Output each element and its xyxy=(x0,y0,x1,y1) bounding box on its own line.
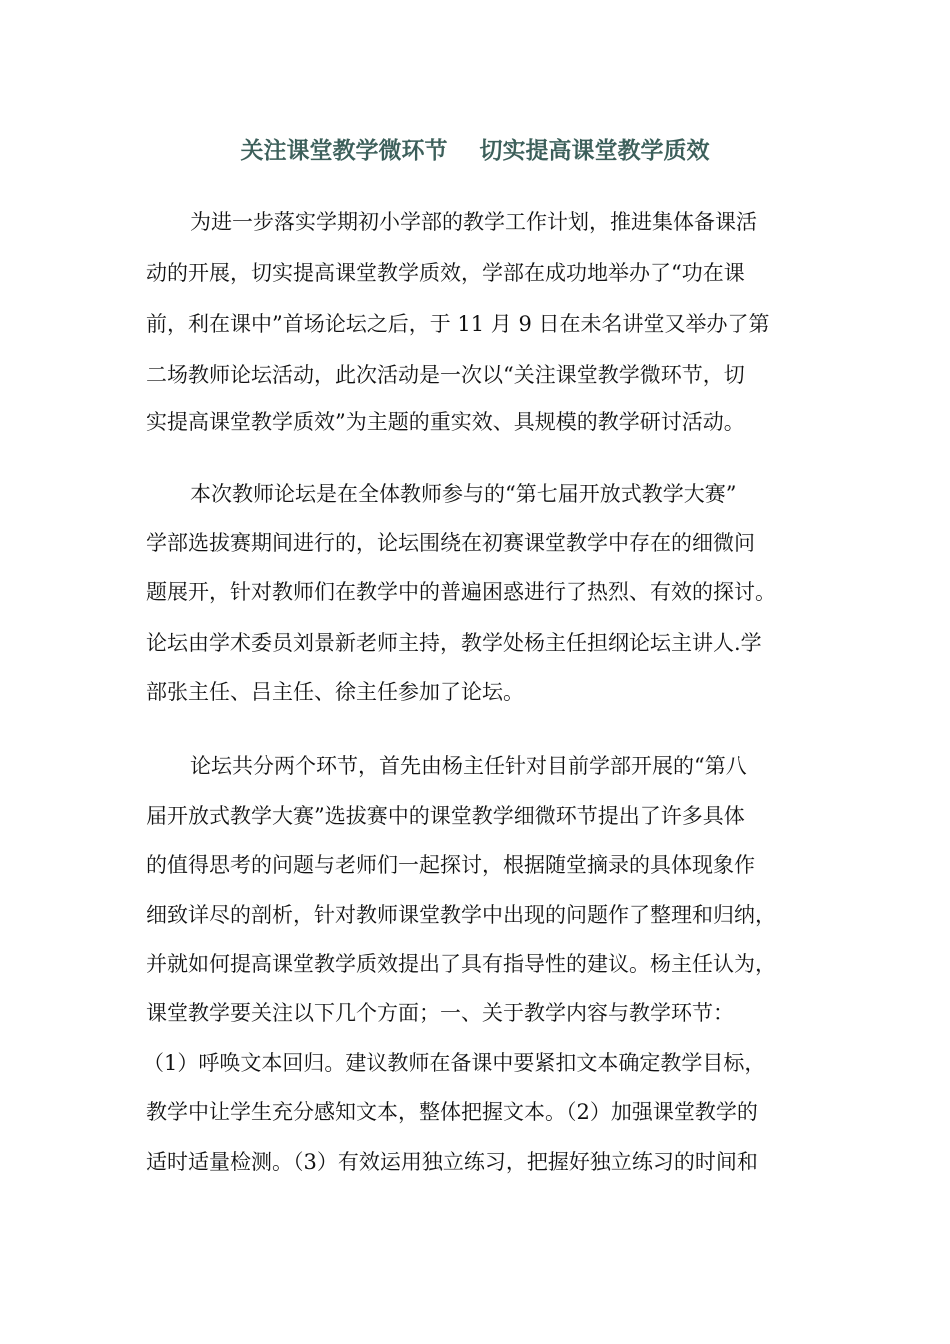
paragraph-3-line-8: 教学中让学生充分感知文本，整体把握文本。（2）加强课堂教学的 xyxy=(146,1100,758,1124)
paragraph-2-line-5: 部张主任、吕主任、徐主任参加了论坛。 xyxy=(146,680,524,704)
paragraph-3-line-1: 论坛共分两个环节，首先由杨主任针对目前学部开展的“第八 xyxy=(190,754,747,778)
paragraph-1-line-1: 为进一步落实学期初小学部的教学工作计划，推进集体备课活 xyxy=(190,210,757,234)
paragraph-1-line-4: 二场教师论坛活动，此次活动是一次以“关注课堂教学微环节，切 xyxy=(146,363,745,387)
paragraph-3-line-6: 课堂教学要关注以下几个方面；一、关于教学内容与教学环节： xyxy=(146,1001,734,1025)
paragraph-3-line-5: 并就如何提高课堂教学质效提出了具有指导性的建议。杨主任认为， xyxy=(146,952,776,976)
paragraph-1-line-2: 动的开展，切实提高课堂教学质效，学部在成功地举办了“功在课 xyxy=(146,261,745,285)
paragraph-3-line-7: （1）呼唤文本回归。建议教师在备课中要紧扣文本确定教学目标， xyxy=(143,1051,766,1075)
paragraph-1-line-5: 实提高课堂教学质效”为主题的重实效、具规模的教学研讨活动。 xyxy=(146,410,745,434)
document-title: 关注课堂教学微环节 切实提高课堂教学质效 xyxy=(240,137,710,164)
paragraph-1-line-3: 前，利在课中”首场论坛之后，于 11 月 9 日在未名讲堂又举办了第 xyxy=(146,312,770,336)
paragraph-2-line-1: 本次教师论坛是在全体教师参与的“第七届开放式教学大赛” xyxy=(190,482,737,506)
paragraph-3-line-4: 细致详尽的剖析，针对教师课堂教学中出现的问题作了整理和归纳， xyxy=(146,903,776,927)
paragraph-2-line-4: 论坛由学术委员刘景新老师主持，教学处杨主任担纲论坛主讲人.学 xyxy=(146,631,762,655)
paragraph-3-line-9: 适时适量检测。（3）有效运用独立练习，把握好独立练习的时间和 xyxy=(146,1150,758,1174)
paragraph-2-line-3: 题展开，针对教师们在教学中的普遍困惑进行了热烈、有效的探讨。 xyxy=(146,580,776,604)
paragraph-3-line-2: 届开放式教学大赛”选拔赛中的课堂教学细微环节提出了许多具体 xyxy=(146,804,745,828)
paragraph-3-line-3: 的值得思考的问题与老师们一起探讨，根据随堂摘录的具体现象作 xyxy=(146,853,755,877)
paragraph-2-line-2: 学部选拔赛期间进行的，论坛围绕在初赛课堂教学中存在的细微问 xyxy=(146,531,755,555)
